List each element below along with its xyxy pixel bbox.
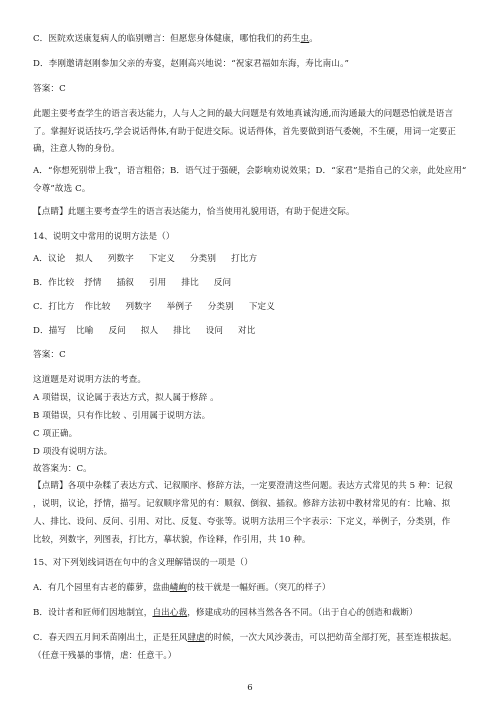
answer-line: 答案：C [33, 84, 66, 94]
option-item: 分类别 [207, 302, 234, 312]
option-item: 反问 [213, 278, 232, 288]
option-item: 分类别 [189, 254, 217, 264]
option-item: C．打比方 [33, 302, 75, 312]
option-item: 反问 [108, 326, 126, 336]
question-14-option-b [33, 277, 470, 289]
comment-line: 比较，列数字，列图表，打比方，摹状貌，作诠释，作引用，共 10 种。 [33, 535, 311, 545]
option-c-line [33, 33, 470, 45]
option-item: 列数字 [107, 254, 134, 264]
analysis-line: A 项错误，议论属于表达方式，拟人属于修辞 。 [33, 393, 219, 403]
option-item: A．议论 [33, 254, 66, 264]
question-15-option-c [33, 632, 470, 644]
question-15-option-b [33, 607, 470, 619]
comment-line: 【点睛】各项中杂糅了表达方式、记叙顺序、修辞方法，一定要澄清这些问题。表达方式常见的共 5 种：记叙 [33, 481, 453, 491]
analysis-line: 此题主要考查学生的语言表达能力，人与人之间的最大问题是有效地真诚沟通,而沟通最大的问题恐怕就是语言 [33, 109, 454, 119]
analysis-line: B 项错误，只有作比较 、引用属于说明方法。 [33, 411, 211, 421]
analysis-line: D 项没有说明方法。 [33, 447, 113, 457]
option-item: 排比 [173, 326, 191, 336]
text-segment: 的枝干就是一幅好画。（突兀的样子） [187, 583, 331, 593]
text-segment: C．春天四五月间禾苗刚出土，正是狂风 [33, 633, 188, 643]
question-14-option-c [33, 301, 470, 313]
option-item: 设问 [205, 326, 224, 336]
comment-line: ，说明，议论，抒情，描写。记叙顺序常见的有：顺叙、倒叙、插叙。修辞方法初中教材常见的有：比喻、拟 [33, 499, 451, 509]
analysis-line: 了。掌握好说话技巧,学会说话得体,有助于促进交际。说话得体，首先要做到语气委婉，不生硬，用词一定要正 [33, 127, 456, 137]
final-answer-line: 故答案为：C。 [33, 464, 92, 474]
option-item: B．作比较 [33, 278, 75, 288]
question-14-option-a [33, 253, 470, 265]
option-item: 拟人 [75, 254, 93, 264]
option-d-line: D．李刚邀请赵刚参加父亲的寿宴，赵刚高兴地说：“祝家君福如东海，寿比南山。” [33, 59, 349, 69]
page-number: 6 [247, 683, 253, 693]
option-item: 拟人 [140, 326, 159, 336]
option-item: 打比方 [231, 254, 258, 264]
question-15-title: 15、对下列划线词语在句中的含义理解错误的一项是（） [33, 558, 253, 568]
text-segment: C．医院欢送康复病人的临别赠言：但愿您身体健康，哪怕我们的药生 [33, 34, 301, 44]
explanation-line: A．“你想死别带上我”，语言粗俗；B．语气过于强硬，会影响劝说效果；D．“家君”是指自己的父亲，此处应用“ [33, 166, 467, 176]
underlined-word: 虫 [300, 34, 310, 44]
comment-line: 【点睛】此题主要考查学生的语言表达能力，恰当使用礼貌用语，有助于促进交际。 [33, 207, 355, 217]
option-item: 下定义 [148, 254, 175, 264]
option-item: D．描写 [33, 326, 67, 336]
option-item: 对比 [238, 326, 256, 336]
option-item: 抒情 [84, 278, 102, 288]
question-14-title: 14、说明文中常用的说明方法是（） [33, 232, 175, 242]
option-item: 下定义 [248, 302, 275, 312]
option-item: 举例子 [166, 302, 193, 312]
underlined-word: 肆虐 [187, 633, 205, 643]
text-segment: 。 [309, 34, 318, 44]
analysis-line: C 项正确。 [33, 429, 78, 439]
text-segment: 的时候，一次大风沙袭击，可以把幼苗全部打死，甚至连根拔起。 [204, 633, 457, 643]
option-item: 排比 [181, 278, 199, 288]
comment-line: 人、排比、设问、反问、引用、对比、反复、夸张等。说明方法用三个字表示：下定义，举例子，分类别，作 [33, 517, 451, 527]
option-item: 引用 [148, 278, 167, 288]
question-15-option-c-note: （任意干残暴的事情，虐：任意干。） [33, 651, 177, 661]
text-segment: B．设计者和匠师们因地制宜， [33, 608, 153, 618]
analysis-line: 这道题是对说明方法的考查。 [33, 375, 147, 385]
text-segment: ，修建成功的园林当然各各不同。（出于自心的创造和裁断） [187, 608, 418, 618]
option-item: 比喻 [76, 326, 94, 336]
underlined-word: 自出心裁 [152, 608, 188, 618]
question-14-option-d [33, 325, 470, 337]
option-item: 列数字 [125, 302, 152, 312]
answer-line: 答案：C [33, 350, 66, 360]
question-15-option-a [33, 582, 470, 594]
text-segment: A．有几个园里有古老的藤萝，盘曲 [33, 583, 170, 593]
option-item: 插叙 [116, 278, 134, 288]
option-item: 作比较 [84, 302, 111, 312]
underlined-word: 嶙峋 [169, 583, 188, 593]
analysis-line: 确，注意人物的身份。 [33, 144, 120, 154]
explanation-line: 令尊”故选 C。 [33, 184, 91, 194]
